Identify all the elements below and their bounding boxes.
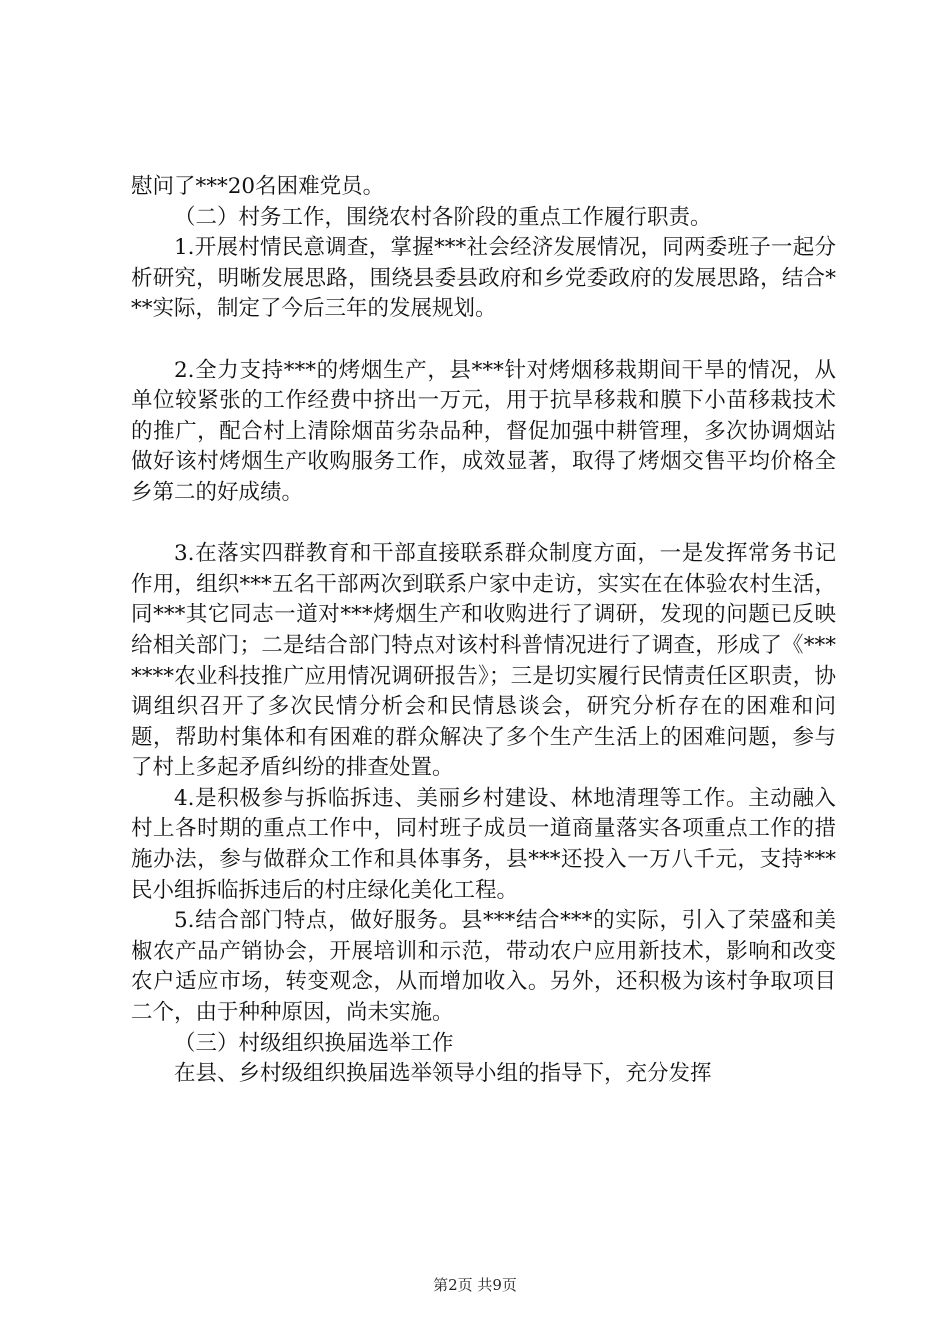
paragraph-continuation: 慰问了***20名困难党员。 xyxy=(131,174,385,199)
paragraph-spacer xyxy=(131,509,836,540)
page-number-footer: 第2页 共9页 xyxy=(433,1276,517,1294)
paragraph-item-3: 3.在落实四群教育和干部直接联系群众制度方面，一是发挥常务书记作用，组织***五名干部两次到联系户家中走访，实实在在体验农村生活，同***其它同志一道对***烤烟生产和收购进行了调研，发现的问题已反映给相关部门；二是结合部门特点对该村科普情况进行了调查，形成了《*******农业科技推广应用情况调研报告》；三是切实履行民情责任区职责，协调组织召开了多次民情分析会和民情恳谈会，研究分析存在的困难和问题，帮助村集体和有困难的群众解决了多个生产生活上的困难问题，参与了村上多起矛盾纠纷的排查处置。 xyxy=(131,541,836,781)
paragraph-item-5: 5.结合部门特点，做好服务。县***结合***的实际，引入了荣盛和美椒农产品产销协会，开展培训和示范，带动农户应用新技术，影响和改变农户适应市场，转变观念，从而增加收入。另外，还积极为该村争取项目二个，由于种种原因，尚未实施。 xyxy=(131,908,836,1026)
paragraph-item-2: 2.全力支持***的烤烟生产，县***针对烤烟移栽期间干旱的情况，从单位较紧张的工作经费中挤出一万元，用于抗旱移栽和膜下小苗移栽技术的推广，配合村上清除烟苗劣杂品种，督促加强中耕管理，多次协调烟站做好该村烤烟生产收购服务工作，成效显著，取得了烤烟交售平均价格全乡第二的好成绩。 xyxy=(131,357,836,505)
paragraph-item-1: 1.开展村情民意调查，掌握***社会经济发展情况，同两委班子一起分析研究，明晰发展思路，围绕县委县政府和乡党委政府的发展思路，结合***实际，制定了今后三年的发展规划。 xyxy=(131,235,836,322)
paragraph-election: 在县、乡村级组织换届选举领导小组的指导下，充分发挥 xyxy=(174,1061,712,1087)
paragraph-item-4: 4.是积极参与拆临拆违、美丽乡村建设、林地清理等工作。主动融入村上各时期的重点工作中，同村班子成员一道商量落实各项重点工作的措施办法，参与做群众工作和具体事务，县***还投入一万八千元，支持***民小组拆临拆违后的村庄绿化美化工程。 xyxy=(131,785,836,903)
paragraph-spacer xyxy=(131,325,836,356)
section-heading-election: （三）村级组织换届选举工作 xyxy=(174,1030,454,1056)
section-heading-village-affairs: （二）村务工作，围绕农村各阶段的重点工作履行职责。 xyxy=(174,204,712,230)
document-body xyxy=(131,172,836,1090)
